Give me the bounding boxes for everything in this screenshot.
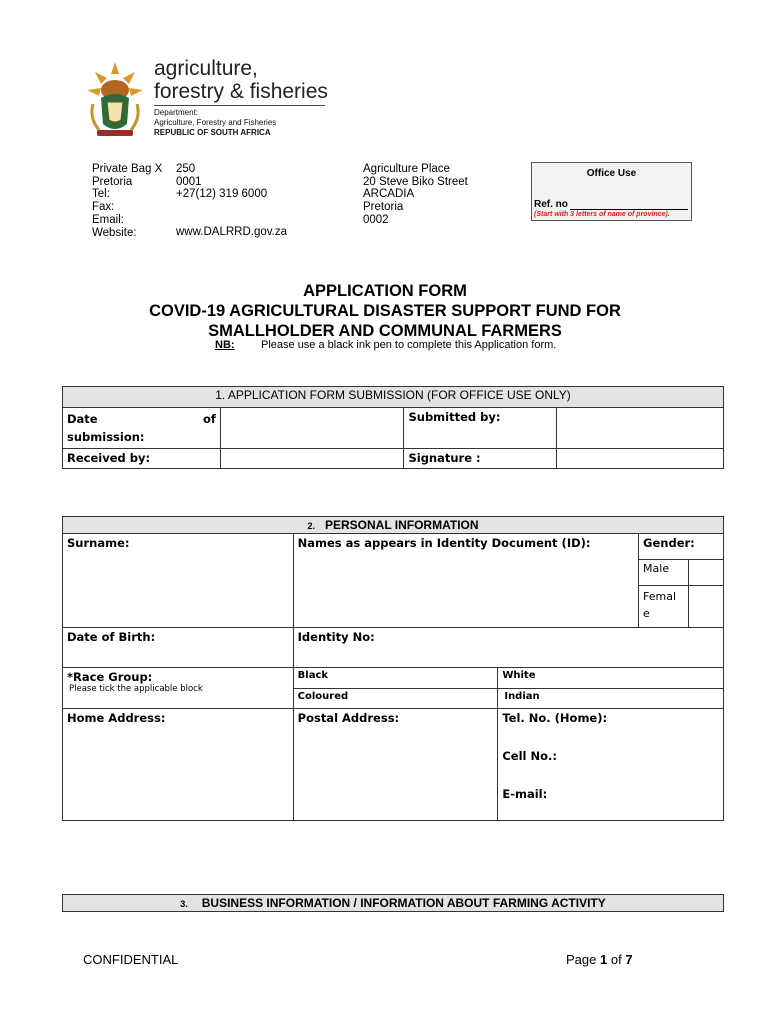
section1-table	[62, 386, 724, 469]
race-coloured-option[interactable]: Coloured	[293, 689, 498, 709]
id-no-field[interactable]	[293, 628, 723, 668]
submitted-by-field[interactable]	[557, 408, 724, 449]
cell-no-label: Cell No.:	[502, 749, 557, 763]
address-line: Agriculture Place	[363, 163, 450, 175]
contact-label: Email:	[92, 213, 124, 226]
address-line: 0002	[363, 213, 389, 226]
form-subtitle-line2: SMALLHOLDER AND COMMUNAL FARMERS	[208, 322, 562, 340]
race-group-note: Please tick the applicable block	[69, 684, 203, 694]
submission-label-word: submission:	[67, 430, 145, 444]
contact-label: Website:	[92, 226, 137, 239]
contact-value: www.DALRRD.gov.za	[176, 226, 287, 239]
nb-instruction: Please use a black ink pen to complete this Application form.	[261, 339, 557, 351]
dept-country: REPUBLIC OF SOUTH AFRICA	[154, 128, 271, 137]
signature-label: Signature :	[404, 449, 557, 469]
contact-value	[176, 201, 287, 214]
ref-no-label: Ref. no	[534, 199, 568, 210]
confidential-label: CONFIDENTIAL	[83, 952, 179, 967]
contact-label: Fax:	[92, 201, 115, 214]
date-label-word: Date	[67, 412, 98, 426]
page-label: Page	[566, 952, 597, 967]
submitted-by-label: Submitted by:	[404, 408, 557, 449]
section2-title: PERSONAL INFORMATION	[324, 518, 479, 532]
contact-value	[176, 214, 287, 227]
received-by-field[interactable]	[220, 449, 404, 469]
page-of-label: of	[610, 952, 622, 967]
office-use-title: Office Use	[586, 168, 637, 179]
logo-text-line2: forestry & fisheries	[154, 80, 328, 103]
gender-female-label: Femal e	[639, 586, 689, 628]
surname-field[interactable]	[63, 534, 294, 628]
home-address-field[interactable]	[63, 709, 294, 821]
section3-number: 3.	[180, 899, 188, 909]
race-group-label: *Race Group:	[67, 670, 153, 684]
race-white-option[interactable]: White	[498, 668, 724, 689]
form-title: APPLICATION FORM	[303, 282, 467, 300]
gender-label: Gender:	[639, 534, 724, 560]
contact-label: Pretoria	[92, 175, 133, 188]
section1-heading: 1. APPLICATION FORM SUBMISSION (FOR OFFICE USE ONLY)	[63, 387, 724, 408]
gender-male-checkbox[interactable]	[689, 560, 724, 586]
gender-male-label: Male	[639, 560, 689, 586]
race-black-option[interactable]: Black	[293, 668, 498, 689]
section3-table	[62, 894, 724, 912]
logo-text-line1: agriculture,	[154, 57, 258, 80]
address-line: Pretoria	[363, 201, 404, 214]
of-label-word: of	[202, 412, 216, 426]
signature-field[interactable]	[557, 449, 724, 469]
contact-address	[363, 163, 468, 227]
address-line: ARCADIA	[363, 188, 415, 201]
date-of-submission-field[interactable]	[220, 408, 404, 449]
contact-numbers-cell[interactable]	[498, 709, 724, 821]
address-line: 20 Steve Biko Street	[363, 175, 468, 188]
dept-label: Department:	[154, 108, 199, 117]
section3-title: BUSINESS INFORMATION / INFORMATION ABOUT FARMING ACTIVITY	[201, 896, 606, 910]
surname-label: Surname:	[67, 536, 130, 550]
names-field[interactable]	[293, 534, 638, 628]
home-address-label: Home Address:	[67, 711, 166, 725]
section2-number: 2.	[307, 521, 315, 531]
ref-no-note: (Start with 3 letters of name of province).	[534, 211, 670, 218]
section3-heading	[63, 895, 724, 912]
logo-divider	[154, 105, 325, 106]
dept-name: Agriculture, Forestry and Fisheries	[154, 118, 277, 127]
section2-heading	[63, 517, 724, 534]
coat-of-arms-logo	[83, 60, 147, 138]
received-by-label: Received by:	[63, 449, 221, 469]
ref-no-line[interactable]	[570, 209, 688, 210]
contact-value: 0001	[176, 175, 202, 188]
page-total: 7	[625, 952, 633, 967]
race-indian-option[interactable]: Indian	[498, 689, 724, 709]
contact-value: 250	[176, 163, 196, 175]
dob-label: Date of Birth:	[67, 630, 156, 644]
contact-value: +27(12) 319 6000	[176, 188, 268, 201]
page-current: 1	[600, 952, 608, 967]
page-number	[566, 952, 633, 967]
form-subtitle-line1: COVID-19 AGRICULTURAL DISASTER SUPPORT FUND FOR	[149, 302, 621, 320]
dob-field[interactable]	[63, 628, 294, 668]
names-label: Names as appears in Identity Document (ID):	[297, 536, 591, 550]
nb-label: NB:	[215, 339, 235, 351]
contact-values	[176, 163, 287, 239]
contact-label: Private Bag X	[92, 163, 163, 175]
postal-address-label: Postal Address:	[297, 711, 400, 725]
contact-label: Tel:	[92, 188, 110, 201]
tel-home-label: Tel. No. (Home):	[502, 711, 608, 725]
date-of-submission-label	[63, 408, 221, 449]
contact-labels	[92, 163, 162, 239]
email-label: E-mail:	[502, 787, 548, 801]
race-group-cell	[63, 668, 294, 709]
office-use-box	[531, 162, 692, 221]
section2-table	[62, 516, 724, 821]
gender-female-checkbox[interactable]	[689, 586, 724, 628]
id-no-label: Identity No:	[297, 630, 375, 644]
postal-address-field[interactable]	[293, 709, 498, 821]
